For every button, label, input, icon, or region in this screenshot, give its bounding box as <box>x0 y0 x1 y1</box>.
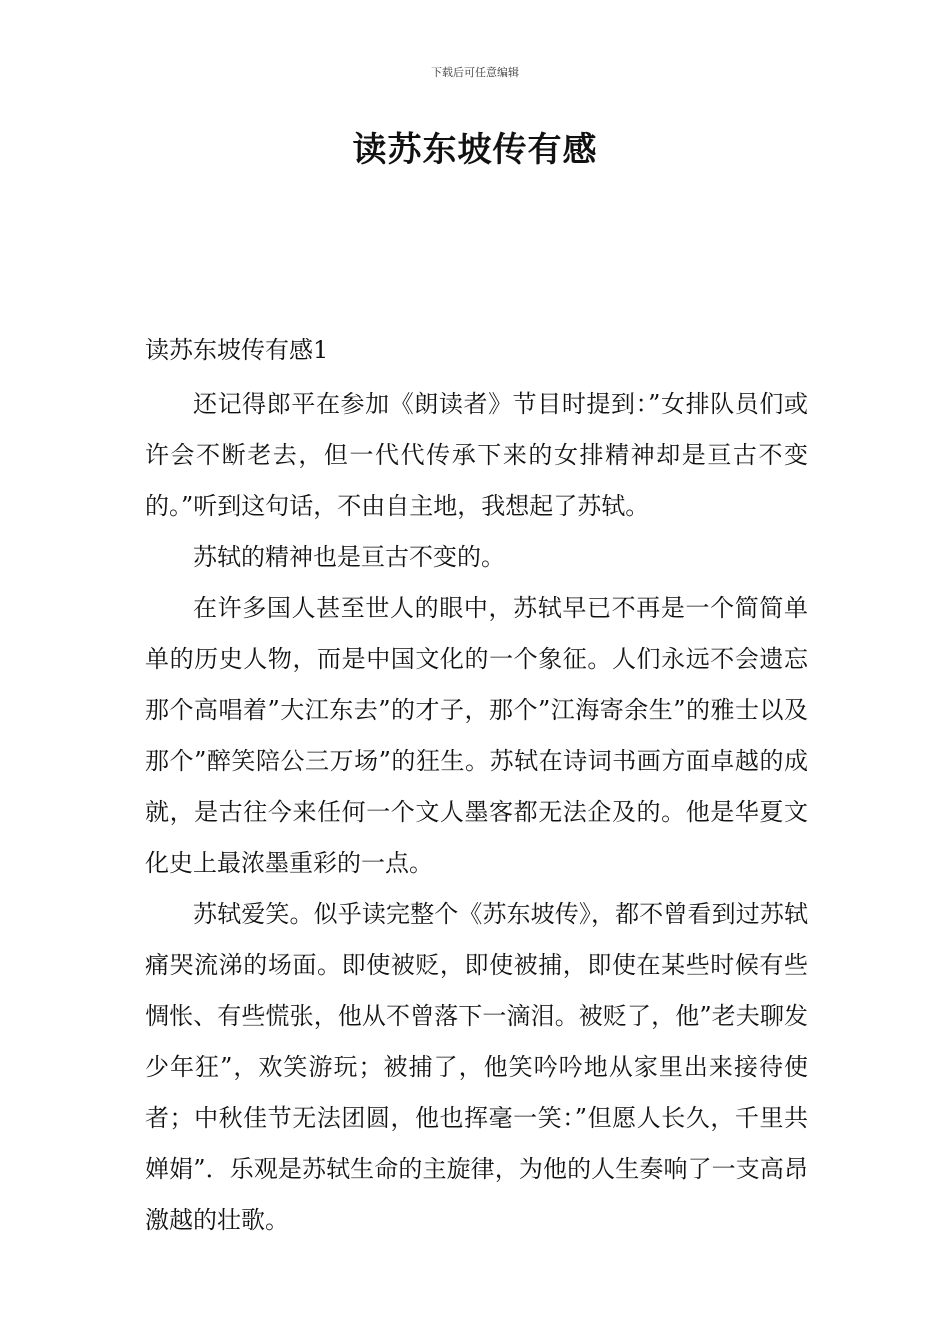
paragraph: 苏轼爱笑。似乎读完整个《苏东坡传》，都不曾看到过苏轼痛哭流涕的场面。即使被贬，即使被捕，即使在某些时候有些惆怅、有些慌张，他从不曾落下一滴泪。被贬了，他”老夫聊发少年狂”，欢笑游玩；被捕了，他笑吟吟地从家里出来接待使者；中秋佳节无法团圆，他也挥毫一笑：”但愿人长久，千里共婵娟”．乐观是苏轼生命的主旋律，为他的人生奏响了一支高昂激越的壮歌。 <box>145 900 808 1234</box>
paragraph: 苏轼的精神也是亘古不变的。 <box>193 543 505 571</box>
header-note: 下载后可任意编辑 <box>431 66 519 79</box>
body-text <box>145 379 808 1246</box>
paragraph: 在许多国人甚至世人的眼中，苏轼早已不再是一个简简单单的历史人物，而是中国文化的一个象征。人们永远不会遗忘那个高唱着”大江东去”的才子，那个”江海寄余生”的雅士以及那个”醉笑陪公三万场”的狂生。苏轼在诗词书画方面卓越的成就，是古往今来任何一个文人墨客都无法企及的。他是华夏文化史上最浓墨重彩的一点。 <box>145 594 808 877</box>
paragraph: 还记得郎平在参加《朗读者》节目时提到：”女排队员们或许会不断老去，但一代代传承下来的女排精神却是亘古不变的。”听到这句话，不由自主地，我想起了苏轼。 <box>145 390 808 520</box>
section-heading: 读苏东坡传有感1 <box>145 336 329 364</box>
document-title: 读苏东坡传有感 <box>352 130 598 170</box>
